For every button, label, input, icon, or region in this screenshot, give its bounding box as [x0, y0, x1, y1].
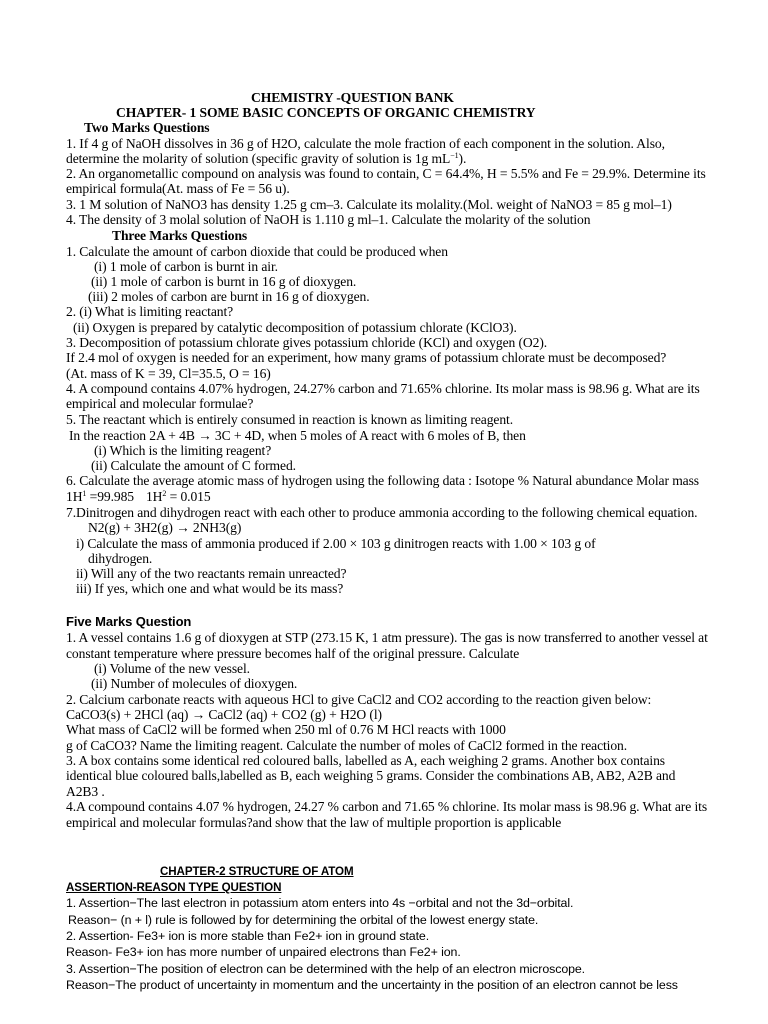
assertion-reason-heading: ASSERTION-REASON TYPE QUESTION: [66, 881, 282, 894]
three-marks-q3-line1: 3. Decomposition of potassium chlorate gives potassium chloride (KCl) and oxygen (O2).: [66, 335, 548, 350]
three-marks-q3-line2: If 2.4 mol of oxygen is needed for an experiment, how many grams of potassium chlorate must be decomposed?: [66, 350, 667, 365]
two-marks-q3: 3. 1 M solution of NaNO3 has density 1.25 g cm–3. Calculate its molality.(Mol. weight of NaNO3 = 85 g mol–1): [66, 197, 672, 212]
five-marks-q2-equation: CaCO3(s) + 2HCl (aq) → CaCl2 (aq) + CO2 (g) + H2O (l): [66, 707, 382, 722]
two-marks-q2-line2: empirical formula(At. mass of Fe = 56 u).: [66, 181, 290, 196]
five-marks-q1-ii: (ii) Number of molecules of dioxygen.: [91, 676, 298, 691]
three-marks-heading: Three Marks Questions: [112, 228, 248, 243]
two-marks-heading: Two Marks Questions: [84, 120, 210, 135]
five-marks-q3-line2: identical blue coloured balls,labelled as B, each weighing 5 grams. Consider the combinations AB, AB2, A2B and: [66, 768, 676, 783]
five-marks-q1-line1: 1. A vessel contains 1.6 g of dioxygen at STP (273.15 K, 1 atm pressure). The gas is now transferred to another vessel at: [66, 630, 708, 645]
two-marks-q1-line2: determine the molarity of solution (specific gravity of solution is 1g $mL^{-1}$).: [66, 151, 467, 166]
three-marks-q2-i: 2. (i) What is limiting reactant?: [66, 304, 234, 319]
reason-3: Reason−The product of uncertainty in momentum and the uncertainty in the position of an electron cannot be less: [66, 978, 678, 992]
chapter1-title: CHAPTER- 1 SOME BASIC CONCEPTS OF ORGANIC CHEMISTRY: [116, 105, 536, 120]
three-marks-q4-line2: empirical and molecular formulae?: [66, 396, 254, 411]
five-marks-q2-line4: g of CaCO3? Name the limiting reagent. Calculate the number of moles of CaCl2 formed in the reaction.: [66, 738, 628, 753]
three-marks-q1-ii: (ii) 1 mole of carbon is burnt in 16 g of dioxygen.: [91, 274, 357, 289]
five-marks-q2-line1: 2. Calcium carbonate reacts with aqueous HCl to give CaCl2 and CO2 according to the reaction given below:: [66, 692, 652, 707]
three-marks-q7-i: i) Calculate the mass of ammonia produced if 2.00 × 103 g dinitrogen reacts with 1.00 × 103 g of: [76, 536, 596, 551]
two-marks-q4: 4. The density of 3 molal solution of NaOH is 1.110 g ml–1. Calculate the molarity of the solution: [66, 212, 591, 227]
three-marks-q5-line1: 5. The reactant which is entirely consumed in reaction is known as limiting reagent.: [66, 412, 513, 427]
three-marks-q3-line3: (At. mass of K = 39, Cl=35.5, O = 16): [66, 366, 271, 381]
reason-1: Reason− (n + l) rule is followed by for determining the orbital of the lowest energy state.: [68, 913, 539, 927]
assertion-1: 1. Assertion−The last electron in potassium atom enters into 4s −orbital and not the 3d−orbital.: [66, 896, 574, 910]
chapter2-title: CHAPTER-2 STRUCTURE OF ATOM: [160, 865, 354, 878]
two-marks-q2-line1: 2. An organometallic compound on analysis was found to contain, C = 64.4%, H = 5.5% and Fe = 29.9%. Determine its: [66, 166, 706, 181]
three-marks-q7-iii: iii) If yes, which one and what would be its mass?: [76, 581, 344, 596]
three-marks-q1-iii: (iii) 2 moles of carbon are burnt in 16 g of dioxygen.: [88, 289, 370, 304]
five-marks-heading: Five Marks Question: [66, 614, 192, 629]
five-marks-q3-line3: A2B3 .: [66, 784, 105, 799]
three-marks-q4-line1: 4. A compound contains 4.07% hydrogen, 24.27% carbon and 71.65% chlorine. Its molar mass is 98.96 g. What are its: [66, 381, 700, 396]
assertion-2: 2. Assertion- Fe3+ ion is more stable than Fe2+ ion in ground state.: [66, 929, 430, 943]
doc-title: CHEMISTRY -QUESTION BANK: [251, 90, 454, 105]
two-marks-q1-line1: 1. If 4 g of NaOH dissolves in 36 g of H2O, calculate the mole fraction of each component in the solution. Also,: [66, 136, 665, 151]
three-marks-q1: 1. Calculate the amount of carbon dioxide that could be produced when: [66, 244, 448, 259]
three-marks-q5-line2: In the reaction 2A + 4B → 3C + 4D, when 5 moles of A react with 6 moles of B, then: [69, 428, 526, 443]
assertion-3: 3. Assertion−The position of electron can be determined with the help of an electron microscope.: [66, 962, 586, 976]
three-marks-q1-i: (i) 1 mole of carbon is burnt in air.: [94, 259, 278, 274]
five-marks-q1-line2: constant temperature where pressure becomes half of the original pressure. Calculate: [66, 646, 520, 661]
three-marks-q5-i: (i) Which is the limiting reagent?: [94, 443, 272, 458]
three-marks-q7-i-cont: dihydrogen.: [88, 551, 153, 566]
five-marks-q3-line1: 3. A box contains some identical red coloured balls, labelled as A, each weighing 2 grams. Another box contains: [66, 753, 665, 768]
three-marks-q6-line1: 6. Calculate the average atomic mass of hydrogen using the following data : Isotope % Natural abundance Molar mass: [66, 473, 699, 488]
three-marks-q5-ii: (ii) Calculate the amount of C formed.: [91, 458, 296, 473]
three-marks-q7-equation: N2(g) + 3H2(g) → 2NH3(g): [88, 520, 242, 535]
three-marks-q7-line1: 7.Dinitrogen and dihydrogen react with each other to produce ammonia according to the following chemical equation.: [66, 505, 698, 520]
five-marks-q1-i: (i) Volume of the new vessel.: [94, 661, 250, 676]
reason-2: Reason- Fe3+ ion has more number of unpaired electrons than Fe2+ ion.: [66, 945, 461, 959]
three-marks-q6-isotopes: $1H^1 =99.985$ $1H^2 = 0.015$: [66, 489, 211, 504]
five-marks-q4-line1: 4.A compound contains 4.07 % hydrogen, 24.27 % carbon and 71.65 % chlorine. Its molar mass is 98.96 g. What are its: [66, 799, 708, 814]
three-marks-q2-ii: (ii) Oxygen is prepared by catalytic decomposition of potassium chlorate (KClO3).: [73, 320, 517, 335]
five-marks-q4-line2: empirical and molecular formulas?and show that the law of multiple proportion is applicable: [66, 815, 562, 830]
three-marks-q7-ii: ii) Will any of the two reactants remain unreacted?: [76, 566, 347, 581]
five-marks-q2-line3: What mass of CaCl2 will be formed when 250 ml of 0.76 M HCl reacts with 1000: [66, 722, 506, 737]
